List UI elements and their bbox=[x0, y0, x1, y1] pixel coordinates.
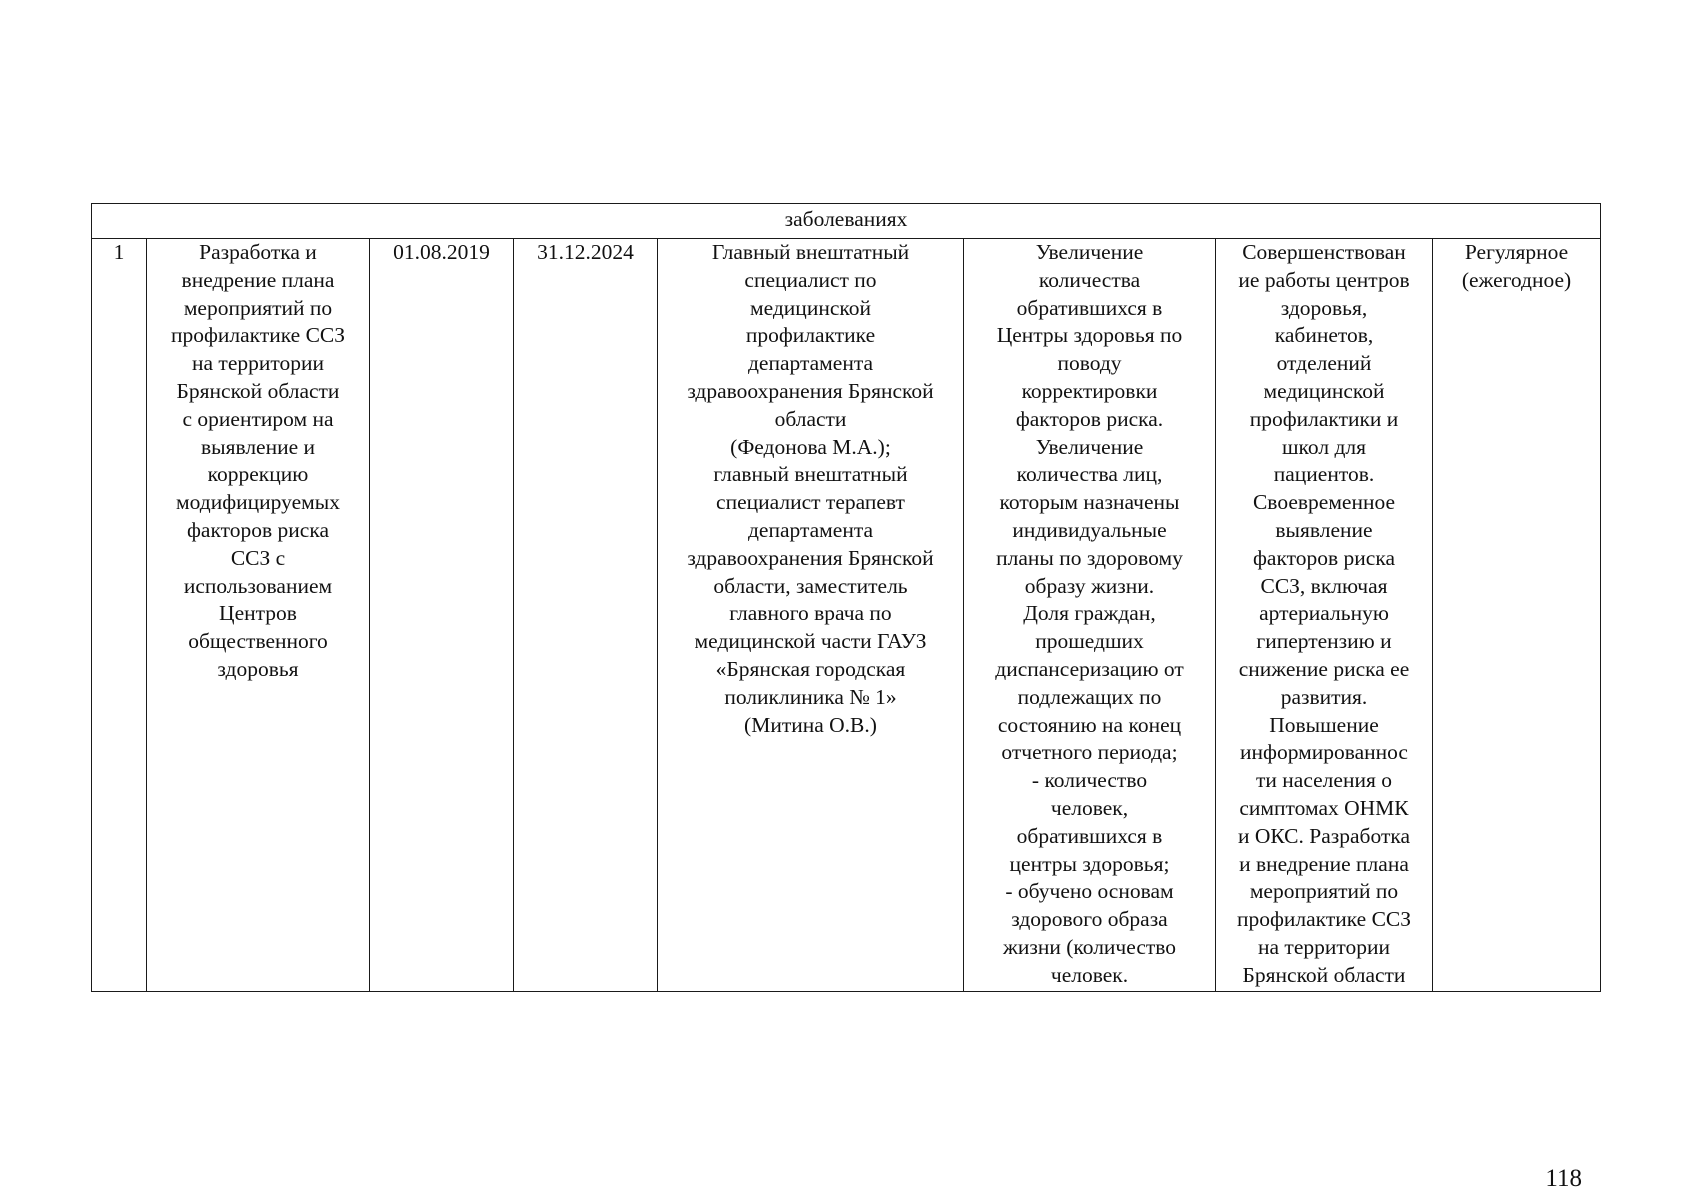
table-header-row bbox=[92, 204, 1601, 239]
start-date-cell bbox=[370, 239, 514, 992]
end-date: 31.12.2024 bbox=[537, 240, 634, 264]
section-header-cell bbox=[92, 204, 1601, 239]
activity-plan-table bbox=[91, 203, 1601, 992]
row-number: 1 bbox=[113, 240, 125, 264]
responsible-text: Главный внештатный специалист по медицинской профилактике департамента здравоохранения Брянской области (Федонова М.А.); главный внештатный специалист терапевт департамента здравоохранения Брянской области, заместитель главного врача по медицинской части ГАУЗ «Брянская городская поликлиника № 1» (Митина О.В.) bbox=[687, 240, 934, 737]
page-number: 118 bbox=[1545, 1165, 1582, 1192]
periodicity-cell bbox=[1433, 239, 1601, 992]
end-date-cell bbox=[514, 239, 658, 992]
start-date: 01.08.2019 bbox=[393, 240, 490, 264]
section-header-text: заболеваниях bbox=[784, 207, 908, 231]
result-cell bbox=[1216, 239, 1433, 992]
result-text: Совершенствован ие работы центров здоровья, кабинетов, отделений медицинской профилактики и школ для пациентов. Своевременное выявление факторов риска ССЗ, включая артериальную гипертензию и снижение риска ее развития. Повышение информированнос ти населения о симптомах ОНМК и ОКС. Разработка и внедрение плана мероприятий по профилактике ССЗ на территории Брянской области bbox=[1236, 240, 1412, 987]
periodicity-text: Регулярное (ежегодное) bbox=[1461, 240, 1572, 292]
indicators-text: Увеличение количества обратившихся в Центры здоровья по поводу корректировки факторов риска. Увеличение количества лиц, которым назначены индивидуальные планы по здоровому образу жизни. Доля граждан, прошедших диспансеризацию от подлежащих по состоянию на конец отчетного периода; - количество человек, обратившихся в центры здоровья; - обучено основам здорового образа жизни (количество человек. bbox=[995, 240, 1184, 987]
activity-text: Разработка и внедрение плана мероприятий по профилактике ССЗ на территории Брянской области с ориентиром на выявление и коррекцию модифицируемых факторов риска ССЗ с использованием Центров общественного здоровья bbox=[170, 240, 346, 681]
activity-cell bbox=[147, 239, 370, 992]
responsible-cell bbox=[658, 239, 964, 992]
row-number-cell bbox=[92, 239, 147, 992]
indicators-cell bbox=[964, 239, 1216, 992]
table-row bbox=[92, 239, 1601, 992]
